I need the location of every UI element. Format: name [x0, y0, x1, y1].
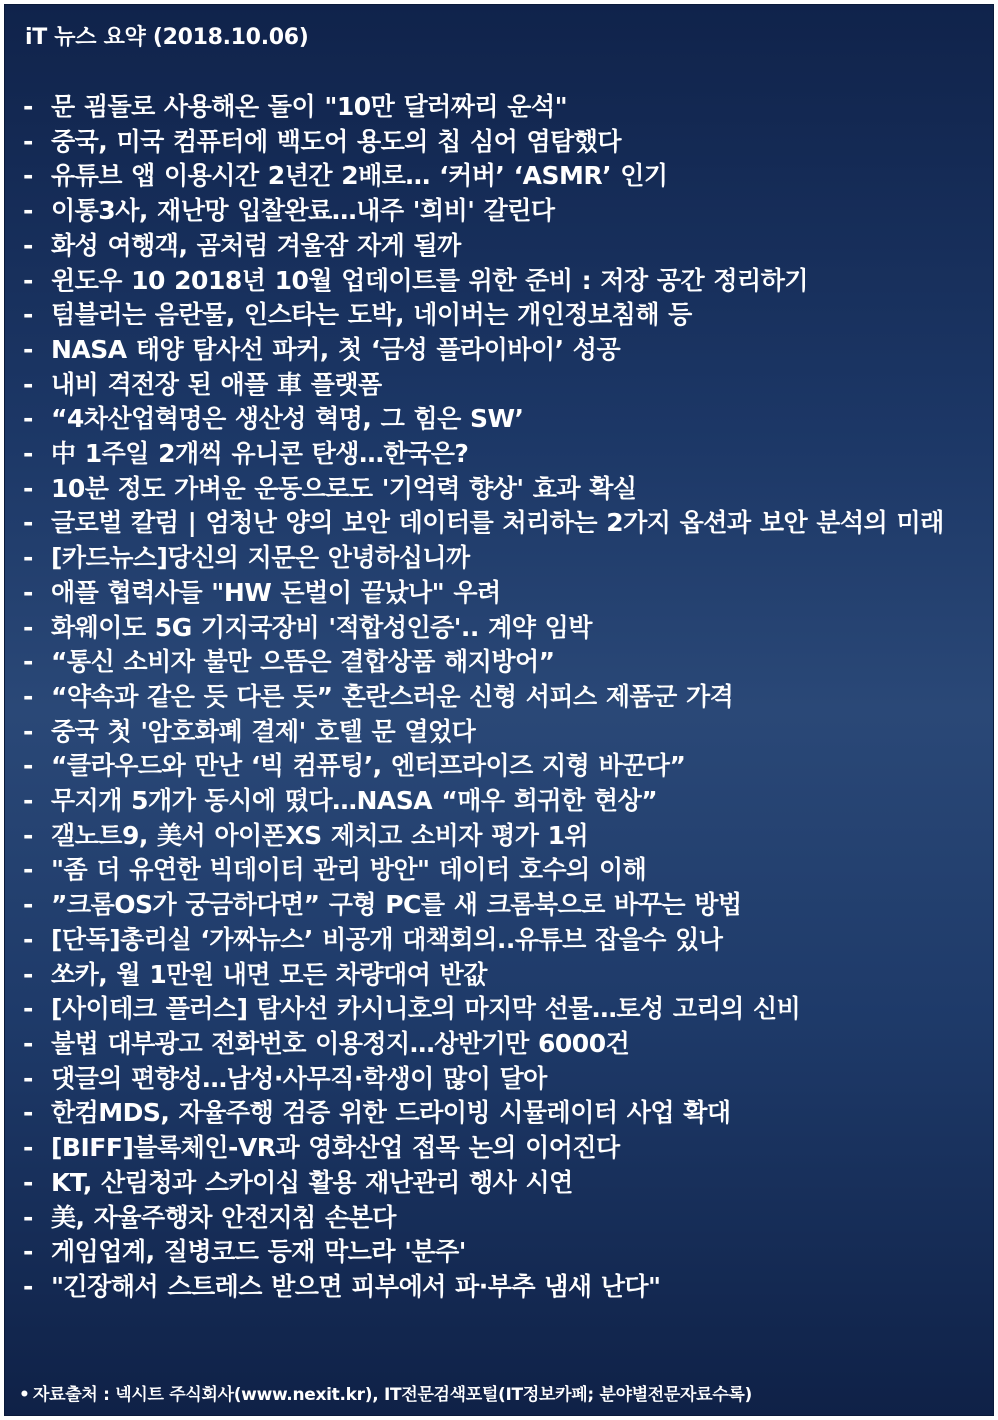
list-dash: - — [23, 681, 33, 711]
news-item — [23, 1166, 983, 1201]
news-headline: 美, 자율주행차 안전지침 손본다 — [51, 1202, 396, 1232]
list-dash: - — [23, 369, 33, 399]
list-dash: - — [23, 334, 33, 364]
list-dash: - — [23, 126, 33, 156]
news-headline: “약속과 같은 듯 다른 듯” 혼란스러운 신형 서피스 제품군 가격 — [51, 681, 734, 711]
list-dash: - — [23, 786, 33, 816]
list-dash: - — [23, 1237, 33, 1267]
news-headline: 글로벌 칼럼 | 엄청난 양의 보안 데이터를 처리하는 2가지 옵션과 보안 분석의 미래 — [51, 508, 944, 538]
list-dash: - — [23, 439, 33, 469]
news-headline: 게임업계, 질병코드 등재 막느라 '분주' — [51, 1237, 466, 1267]
list-dash: - — [23, 1202, 33, 1232]
list-dash: - — [23, 404, 33, 434]
list-dash: - — [23, 1271, 33, 1301]
news-headline: 유튜브 앱 이용시간 2년간 2배로… ‘커버’ ‘ASMR’ 인기 — [51, 161, 668, 191]
list-dash: - — [23, 855, 33, 885]
news-item — [23, 194, 983, 229]
list-dash: - — [23, 1063, 33, 1093]
news-item — [23, 506, 983, 541]
news-headline: 문 굄돌로 사용해온 돌이 "10만 달러짜리 운석" — [51, 92, 568, 121]
news-item — [23, 437, 983, 472]
news-headline: “통신 소비자 불만 으뜸은 결합상품 해지방어” — [51, 647, 555, 677]
news-item — [23, 576, 983, 611]
news-item — [23, 958, 983, 993]
list-dash: - — [23, 300, 33, 330]
list-dash: - — [23, 577, 33, 607]
news-headline: [사이테크 플러스] 탐사선 카시니호의 마지막 선물…토성 고리의 신비 — [51, 994, 801, 1024]
list-dash: - — [23, 161, 33, 191]
list-dash: - — [23, 716, 33, 746]
news-headline: [단독]총리실 ‘가짜뉴스’ 비공개 대책회의..유튜브 잡을수 있나 — [51, 924, 723, 954]
news-item — [23, 1235, 983, 1270]
news-item — [23, 853, 983, 888]
news-item — [23, 333, 983, 368]
news-headline: 화웨이도 5G 기지국장비 '적합성인증'.. 계약 임박 — [51, 612, 592, 642]
news-headline: 한컴MDS, 자율주행 검증 위한 드라이빙 시뮬레이터 사업 확대 — [51, 1098, 731, 1128]
news-item — [23, 784, 983, 819]
list-dash: - — [23, 473, 33, 503]
news-item — [23, 90, 983, 125]
news-item — [23, 992, 983, 1027]
list-dash: - — [23, 994, 33, 1024]
news-headline: 내비 격전장 된 애플 車 플랫폼 — [51, 369, 382, 399]
news-headline: 텀블러는 음란물, 인스타는 도박, 네이버는 개인정보침해 등 — [51, 300, 692, 330]
news-item — [23, 645, 983, 680]
news-item — [23, 888, 983, 923]
news-item — [23, 1027, 983, 1062]
list-dash: - — [23, 820, 33, 850]
source-credit — [19, 1383, 752, 1407]
news-headline: 중국 첫 '암호화폐 결제' 호텔 문 열었다 — [51, 716, 476, 746]
news-headline: 中 1주일 2개씩 유니콘 탄생…한국은? — [51, 439, 469, 469]
list-dash: - — [23, 890, 33, 920]
list-dash: - — [23, 612, 33, 642]
news-headline: 윈도우 10 2018년 10월 업데이트를 위한 준비 : 저장 공간 정리하기 — [51, 265, 808, 295]
news-item — [23, 541, 983, 576]
news-item — [23, 923, 983, 958]
news-headline: NASA 태양 탐사선 파커, 첫 ‘금성 플라이바이’ 성공 — [51, 334, 621, 364]
news-headline: “4차산업혁명은 생산성 혁명, 그 힘은 SW’ — [51, 404, 524, 434]
list-dash: - — [23, 751, 33, 781]
news-headline: "좀 더 유연한 빅데이터 관리 방안" 데이터 호수의 이해 — [51, 855, 647, 885]
news-item — [23, 229, 983, 264]
news-headline: “클라우드와 만난 ‘빅 컴퓨팅’, 엔터프라이즈 지형 바꾼다” — [51, 751, 686, 781]
news-item — [23, 680, 983, 715]
list-dash: - — [23, 924, 33, 954]
list-dash: - — [23, 1167, 33, 1197]
news-item — [23, 1131, 983, 1166]
news-item — [23, 749, 983, 784]
list-dash: - — [23, 959, 33, 989]
news-item — [23, 1201, 983, 1236]
news-list — [23, 90, 983, 1305]
list-dash: - — [23, 92, 33, 121]
news-headline: [카드뉴스]당신의 지문은 안녕하십니까 — [51, 543, 470, 573]
list-dash: - — [23, 1028, 33, 1058]
news-headline: 화성 여행객, 곰처럼 겨울잠 자게 될까 — [51, 230, 461, 260]
news-headline: 애플 협력사들 "HW 돈벌이 끝났나" 우려 — [51, 577, 501, 607]
news-headline: KT, 산림청과 스카이십 활용 재난관리 행사 시연 — [51, 1167, 573, 1197]
list-dash: - — [23, 196, 33, 226]
list-dash: - — [23, 1133, 33, 1163]
news-item — [23, 611, 983, 646]
news-item — [23, 1062, 983, 1097]
news-headline: 이통3사, 재난망 입찰완료…내주 '희비' 갈린다 — [51, 196, 555, 226]
news-headline: 쏘카, 월 1만원 내면 모든 차량대여 반값 — [51, 959, 487, 989]
news-headline: 댓글의 편향성…남성·사무직·학생이 많이 달아 — [51, 1063, 547, 1093]
list-dash: - — [23, 1098, 33, 1128]
list-dash: - — [23, 265, 33, 295]
page-title: iT 뉴스 요약 (2018.10.06) — [25, 25, 309, 50]
news-headline: 갤노트9, 美서 아이폰XS 제치고 소비자 평가 1위 — [51, 820, 589, 850]
list-dash: - — [23, 647, 33, 677]
source-text: 자료출처 : 넥시트 주식회사(www.nexit.kr), IT전문검색포털(IT정보카페; 분야별전문자료수록) — [33, 1385, 753, 1405]
news-item — [23, 472, 983, 507]
news-headline: 불법 대부광고 전화번호 이용정지…상반기만 6000건 — [51, 1028, 630, 1058]
news-item — [23, 125, 983, 160]
news-item — [23, 819, 983, 854]
news-summary-panel — [4, 4, 994, 1416]
news-item — [23, 402, 983, 437]
news-headline: 10분 정도 가벼운 운동으로도 '기억력 향상' 효과 확실 — [51, 473, 637, 503]
news-item — [23, 1096, 983, 1131]
news-item — [23, 264, 983, 299]
news-headline: 중국, 미국 컴퓨터에 백도어 용도의 칩 심어 염탐했다 — [51, 126, 622, 156]
news-headline: [BIFF]블록체인-VR과 영화산업 접목 논의 이어진다 — [51, 1133, 620, 1163]
list-dash: - — [23, 508, 33, 538]
list-dash: - — [23, 230, 33, 260]
news-item — [23, 1270, 983, 1305]
news-headline: "긴장해서 스트레스 받으면 피부에서 파·부추 냄새 난다" — [51, 1271, 661, 1301]
source-bullet: • — [19, 1385, 30, 1405]
news-headline: ”크롬OS가 궁금하다면” 구형 PC를 새 크롬북으로 바꾸는 방법 — [51, 890, 742, 920]
news-item — [23, 298, 983, 333]
news-item — [23, 715, 983, 750]
news-headline: 무지개 5개가 동시에 떴다…NASA “매우 희귀한 현상” — [51, 786, 658, 816]
news-item — [23, 159, 983, 194]
list-dash: - — [23, 543, 33, 573]
news-item — [23, 368, 983, 403]
